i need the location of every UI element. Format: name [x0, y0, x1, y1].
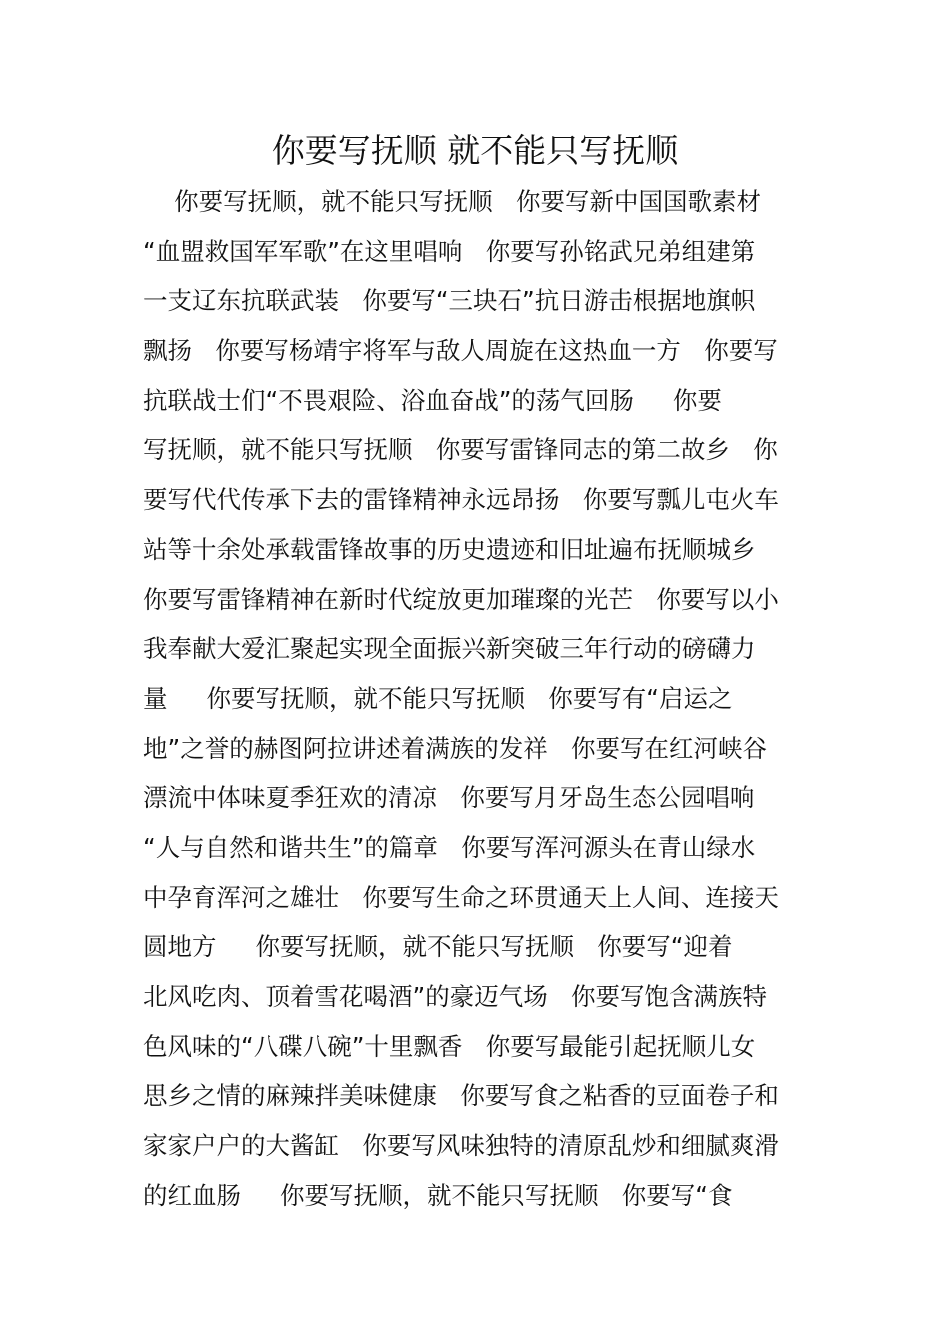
text-line: 你要写雷锋精神在新时代绽放更加璀璨的光芒 你要写以小: [143, 584, 779, 614]
text-line: 家家户户的大酱缸 你要写风味独特的清原乱炒和细腻爽滑: [143, 1131, 779, 1161]
text-line: 写抚顺，就不能只写抚顺 你要写雷锋同志的第二故乡 你: [143, 435, 778, 465]
text-line: 量 你要写抚顺，就不能只写抚顺 你要写有“启运之: [143, 683, 733, 713]
text-line: 地”之誉的赫图阿拉讲述着满族的发祥 你要写在红河峡谷: [143, 733, 768, 763]
text-line: “血盟救国军军歌”在这里唱响 你要写孙铭武兄弟组建第: [143, 236, 756, 266]
page-title: 你要写抚顺 就不能只写抚顺: [271, 131, 679, 170]
text-line: 一支辽东抗联武装 你要写“三块石”抗日游击根据地旗帜: [143, 286, 756, 316]
text-line: 圆地方 你要写抚顺，就不能只写抚顺 你要写“迎着: [143, 932, 733, 962]
text-line: 思乡之情的麻辣拌美味健康 你要写食之粘香的豆面卷子和: [143, 1081, 779, 1111]
text-line: 中孕育浑河之雄壮 你要写生命之环贯通天上人间、连接天: [143, 882, 779, 912]
text-line: 飘扬 你要写杨靖宇将军与敌人周旋在这热血一方 你要写: [143, 336, 778, 366]
text-line: 的红血肠 你要写抚顺，就不能只写抚顺 你要写“食: [143, 1180, 733, 1210]
text-line: 我奉献大爱汇聚起实现全面振兴新突破三年行动的磅礴力: [143, 634, 756, 664]
text-line: 抗联战士们“不畏艰险、浴血奋战”的荡气回肠 你要: [143, 385, 722, 415]
text-line: 要写代代传承下去的雷锋精神永远昂扬 你要写瓢儿屯火车: [143, 485, 779, 515]
text-line: 漂流中体味夏季狂欢的清凉 你要写月牙岛生态公园唱响: [143, 783, 755, 813]
text-line: 北风吃肉、顶着雪花喝酒”的豪迈气场 你要写饱含满族特: [143, 982, 768, 1011]
text-line: 色风味的“八碟八碗”十里飘香 你要写最能引起抚顺儿女: [143, 1031, 756, 1061]
text-line: 你要写抚顺，就不能只写抚顺 你要写新中国国歌素材: [143, 187, 762, 216]
text-line: “人与自然和谐共生”的篇章 你要写浑河源头在青山绿水: [143, 832, 756, 862]
text-line: 站等十余处承载雷锋故事的历史遗迹和旧址遍布抚顺城乡: [143, 534, 756, 564]
body-text: [143, 177, 823, 1220]
